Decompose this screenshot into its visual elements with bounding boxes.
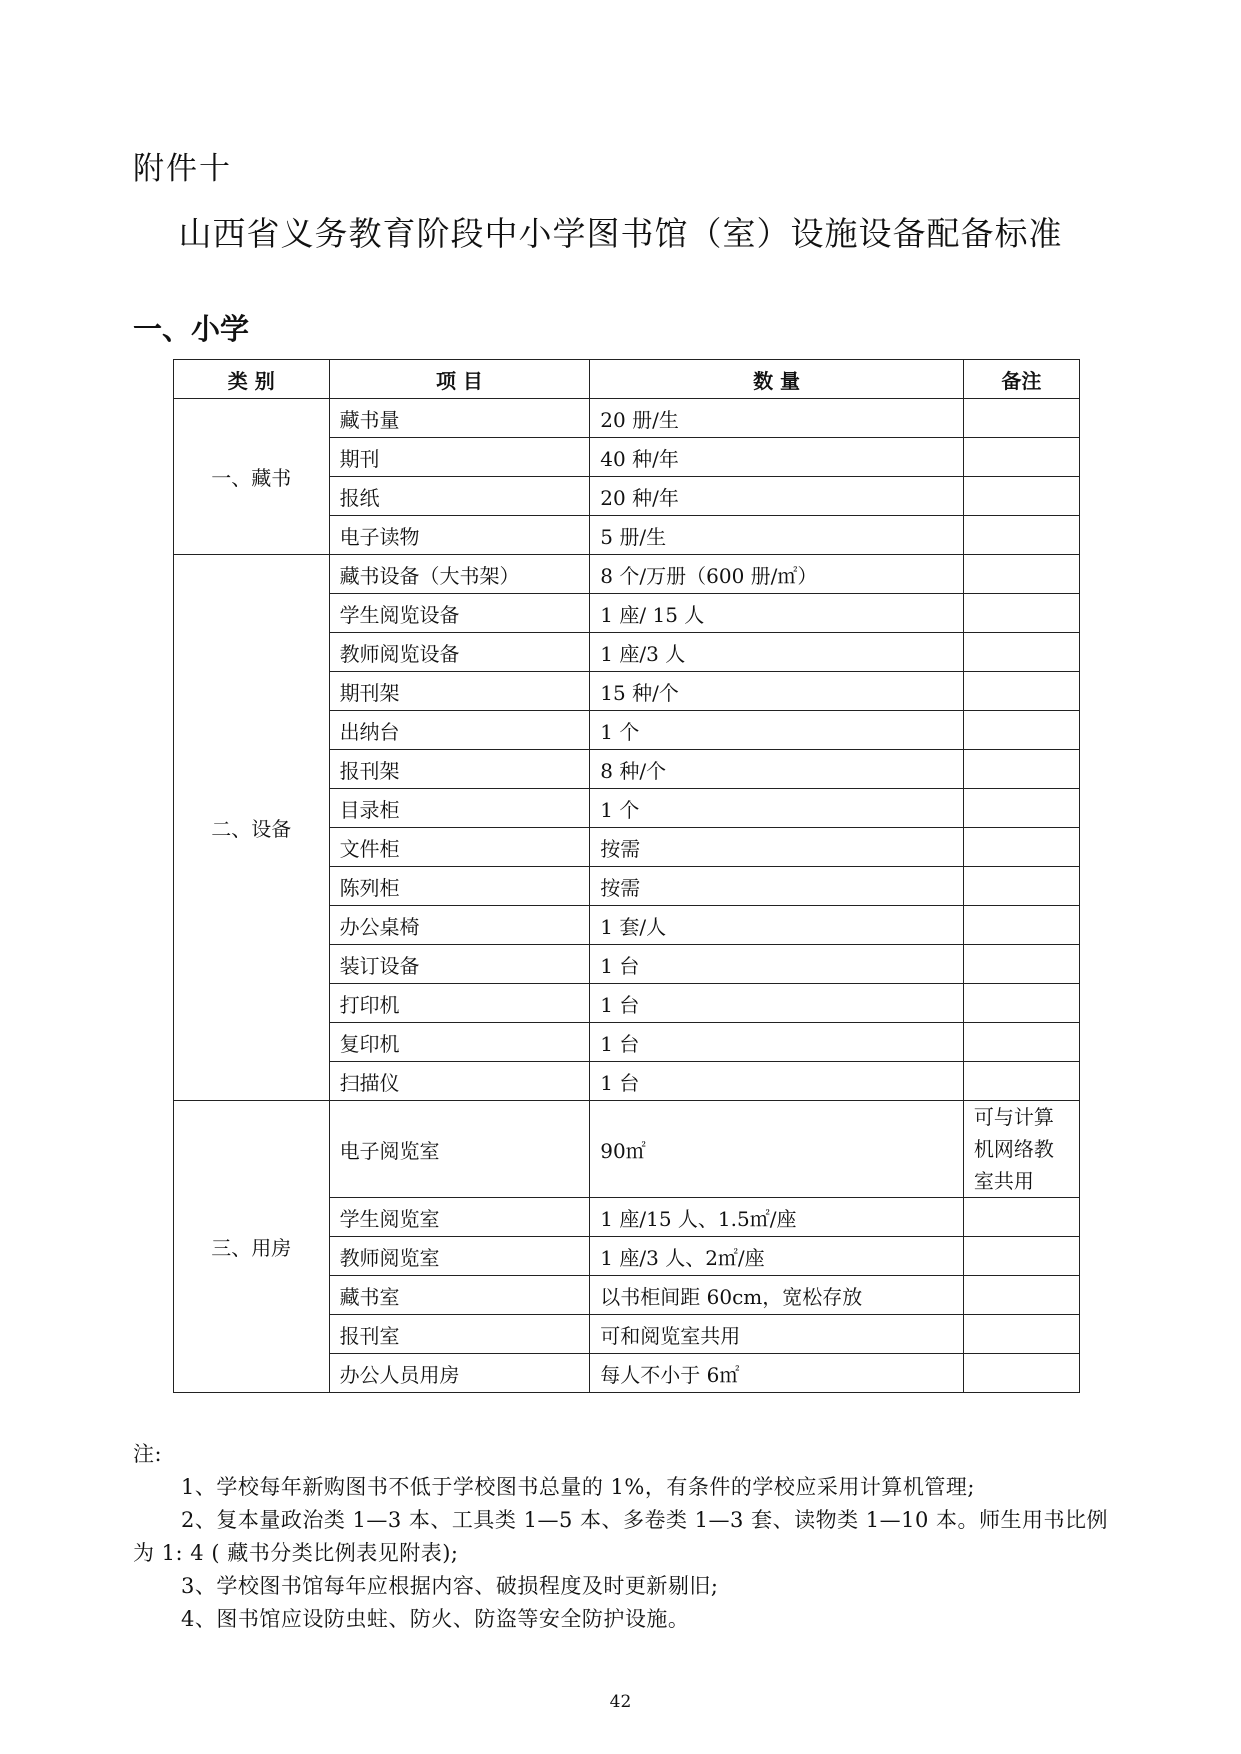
attachment-label: 附件十	[133, 151, 232, 187]
category-cell: 一、藏书	[174, 399, 330, 555]
note-cell	[963, 945, 1079, 984]
note-cell	[963, 984, 1079, 1023]
note-cell	[963, 750, 1079, 789]
header-quantity: 数 量	[590, 360, 964, 399]
table-row	[174, 399, 1080, 438]
quantity-cell: 1 座/3 人、2㎡/座	[590, 1237, 964, 1276]
quantity-cell: 90㎡	[590, 1101, 964, 1198]
table-header-row	[174, 360, 1080, 399]
item-cell: 藏书设备（大书架）	[329, 555, 590, 594]
note-cell	[963, 867, 1079, 906]
item-cell: 藏书量	[329, 399, 590, 438]
item-cell: 教师阅览室	[329, 1237, 590, 1276]
quantity-cell: 1 台	[590, 1062, 964, 1101]
quantity-cell: 1 台	[590, 945, 964, 984]
quantity-cell: 按需	[590, 867, 964, 906]
note-cell	[963, 906, 1079, 945]
note-cell	[963, 438, 1079, 477]
item-cell: 学生阅览室	[329, 1198, 590, 1237]
quantity-cell: 1 个	[590, 711, 964, 750]
quantity-cell: 每人不小于 6㎡	[590, 1354, 964, 1393]
item-cell: 报刊架	[329, 750, 590, 789]
document-title: 山西省义务教育阶段中小学图书馆（室）设施设备配备标准	[178, 214, 1063, 253]
item-cell: 打印机	[329, 984, 590, 1023]
quantity-cell: 1 台	[590, 1023, 964, 1062]
header-category: 类 别	[174, 360, 330, 399]
quantity-cell: 1 座/15 人、1.5㎡/座	[590, 1198, 964, 1237]
note-cell	[963, 672, 1079, 711]
category-cell: 三、用房	[174, 1101, 330, 1393]
quantity-cell: 1 个	[590, 789, 964, 828]
quantity-cell: 1 座/3 人	[590, 633, 964, 672]
item-cell: 陈列柜	[329, 867, 590, 906]
note-cell	[963, 1315, 1079, 1354]
quantity-cell: 8 种/个	[590, 750, 964, 789]
quantity-cell: 1 台	[590, 984, 964, 1023]
note-cell	[963, 1354, 1079, 1393]
table-body	[174, 399, 1080, 1393]
table-row	[174, 1101, 1080, 1198]
item-cell: 复印机	[329, 1023, 590, 1062]
note-item: 2、复本量政治类 1—3 本、工具类 1—5 本、多卷类 1—3 套、读物类 1—10 本。师生用书比例为 1: 4 ( 藏书分类比例表见附表);	[133, 1508, 1109, 1565]
item-cell: 文件柜	[329, 828, 590, 867]
note-cell	[963, 828, 1079, 867]
note-cell	[963, 711, 1079, 750]
standards-table	[173, 359, 1080, 1393]
item-cell: 藏书室	[329, 1276, 590, 1315]
note-cell	[963, 555, 1079, 594]
note-cell	[963, 1237, 1079, 1276]
notes-heading: 注:	[133, 1442, 163, 1466]
note-cell	[963, 1276, 1079, 1315]
item-cell: 目录柜	[329, 789, 590, 828]
item-cell: 报刊室	[329, 1315, 590, 1354]
header-note: 备注	[963, 360, 1079, 399]
quantity-cell: 40 种/年	[590, 438, 964, 477]
item-cell: 期刊架	[329, 672, 590, 711]
item-cell: 扫描仪	[329, 1062, 590, 1101]
quantity-cell: 以书柜间距 60cm，宽松存放	[590, 1276, 964, 1315]
item-cell: 报纸	[329, 477, 590, 516]
item-cell: 办公桌椅	[329, 906, 590, 945]
note-cell	[963, 477, 1079, 516]
item-cell: 教师阅览设备	[329, 633, 590, 672]
note-item: 1、学校每年新购图书不低于学校图书总量的 1%，有条件的学校应采用计算机管理;	[181, 1475, 975, 1499]
item-cell: 学生阅览设备	[329, 594, 590, 633]
item-cell: 电子阅览室	[329, 1101, 590, 1198]
quantity-cell: 可和阅览室共用	[590, 1315, 964, 1354]
note-cell	[963, 594, 1079, 633]
quantity-cell: 15 种/个	[590, 672, 964, 711]
category-cell: 二、设备	[174, 555, 330, 1101]
note-cell	[963, 633, 1079, 672]
item-cell: 期刊	[329, 438, 590, 477]
note-item: 4、图书馆应设防虫蛀、防火、防盗等安全防护设施。	[181, 1607, 690, 1631]
quantity-cell: 1 座/ 15 人	[590, 594, 964, 633]
item-cell: 办公人员用房	[329, 1354, 590, 1393]
note-item: 3、学校图书馆每年应根据内容、破损程度及时更新剔旧;	[181, 1574, 719, 1598]
quantity-cell: 8 个/万册（600 册/㎡）	[590, 555, 964, 594]
quantity-cell: 5 册/生	[590, 516, 964, 555]
header-item: 项 目	[329, 360, 590, 399]
section-heading: 一、小学	[133, 312, 250, 346]
notes-block	[133, 1438, 1113, 1636]
page-number: 42	[609, 1692, 632, 1712]
quantity-cell: 20 册/生	[590, 399, 964, 438]
quantity-cell: 1 套/人	[590, 906, 964, 945]
note-cell	[963, 516, 1079, 555]
note-cell	[963, 399, 1079, 438]
table-row	[174, 555, 1080, 594]
note-cell	[963, 1198, 1079, 1237]
item-cell: 出纳台	[329, 711, 590, 750]
quantity-cell: 按需	[590, 828, 964, 867]
note-cell	[963, 789, 1079, 828]
note-cell: 可与计算机网络教室共用	[963, 1101, 1079, 1198]
quantity-cell: 20 种/年	[590, 477, 964, 516]
note-cell	[963, 1023, 1079, 1062]
item-cell: 电子读物	[329, 516, 590, 555]
item-cell: 装订设备	[329, 945, 590, 984]
note-cell	[963, 1062, 1079, 1101]
